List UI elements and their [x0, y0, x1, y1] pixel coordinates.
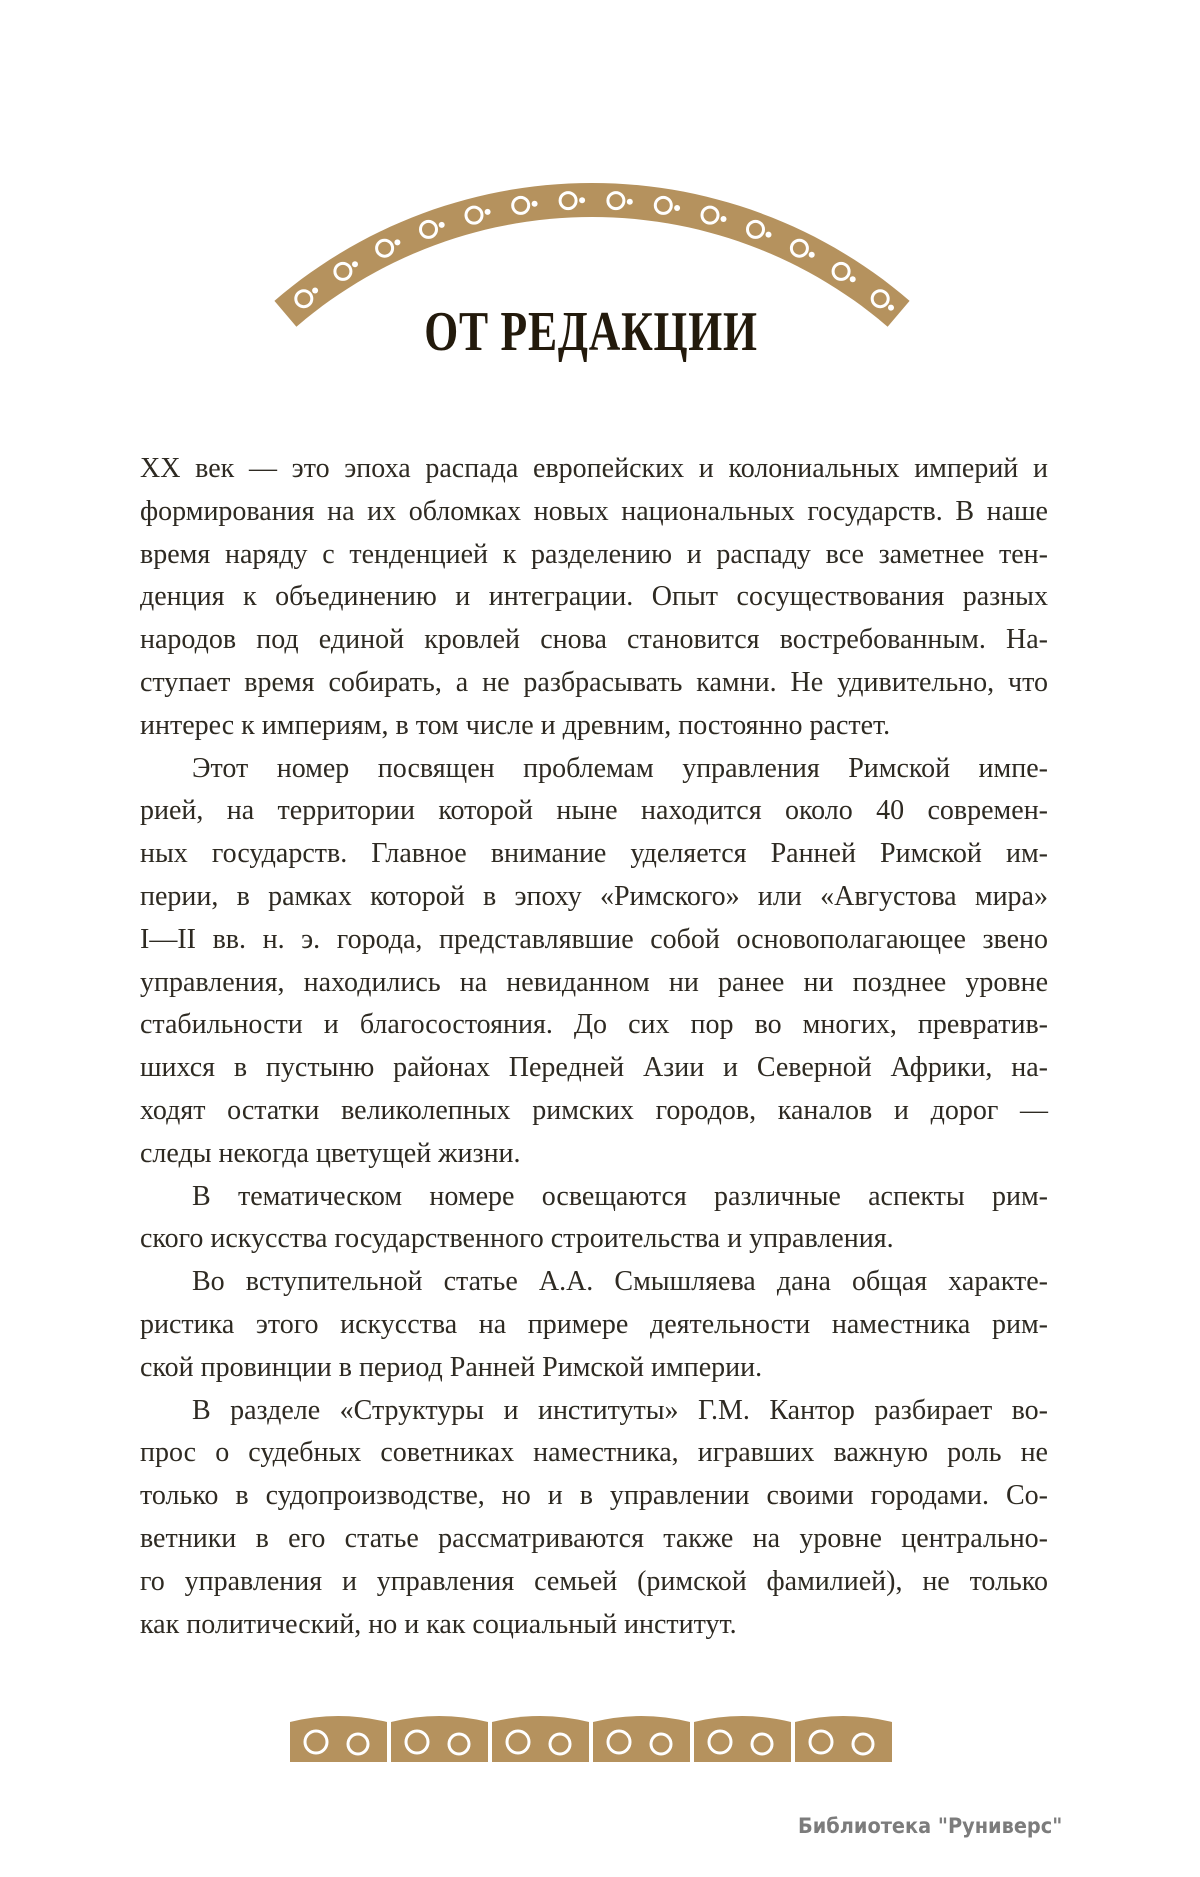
text-line: прос о судебных советниках наместника, игравших важную роль не	[140, 1437, 1048, 1469]
text-line: ходят остатки великолепных римских городов, каналов и дорог —	[140, 1094, 1048, 1126]
text-line: следы некогда цветущей жизни.	[140, 1137, 521, 1169]
scroll-dot	[627, 199, 633, 205]
article-body	[140, 448, 1048, 1646]
text-line: I—II вв. н. э. города, представлявшие собой основополагающее звено	[140, 923, 1048, 955]
text-line: ского искусства государственного строительства и управления.	[140, 1223, 894, 1255]
scroll-dot	[312, 288, 318, 294]
text-line: как политический, но и как социальный институт.	[140, 1608, 737, 1640]
scroll-dot	[439, 222, 445, 228]
text-line: перии, в рамках которой в эпоху «Римского» или «Августова мира»	[140, 880, 1048, 912]
scroll-border-ornament-icon	[288, 1714, 896, 1766]
library-watermark: Библиотека "Руниверс"	[798, 1814, 1063, 1838]
scroll-dot	[579, 197, 585, 203]
text-line: Во вступительной статье А.А. Смышляева дана общая характе-	[192, 1266, 1048, 1298]
ornament-band	[285, 200, 898, 314]
text-line: В тематическом номере освещаются различные аспекты рим-	[192, 1180, 1048, 1212]
scroll-dot	[352, 261, 358, 267]
text-line: ской провинции в период Ранней Римской империи.	[140, 1351, 763, 1383]
text-line: интерес к империям, в том числе и древним, постоянно растет.	[140, 709, 891, 741]
text-line: стабильности и благосостояния. До сих пор во многих, превратив-	[140, 1009, 1048, 1041]
text-line: ных государств. Главное внимание уделяется Ранней Римской им-	[140, 838, 1048, 870]
text-line: управления, находились на невиданном ни ранее ни позднее уровне	[140, 966, 1048, 998]
text-line: шихся в пустыню районах Передней Азии и Северной Африки, на-	[140, 1052, 1048, 1084]
text-line: ветники в его статье рассматриваются также на уровне центрально-	[140, 1522, 1048, 1554]
text-line: рией, на территории которой ныне находится около 40 современ-	[140, 795, 1048, 827]
text-line: ступает время собирать, а не разбрасывать камни. Не удивительно, что	[140, 666, 1048, 698]
scroll-dot	[674, 205, 680, 211]
scroll-dot	[766, 232, 772, 238]
scroll-dot	[485, 209, 491, 215]
text-line: время наряду с тенденцией к разделению и распаду все заметнее тен-	[140, 538, 1048, 570]
text-line: Этот номер посвящен проблемам управления Римской импе-	[192, 752, 1048, 784]
scroll-dot	[850, 276, 856, 282]
text-line: денция к объединению и интеграции. Опыт сосуществования разных	[140, 581, 1048, 613]
scroll-dot	[809, 252, 815, 258]
scroll-dot	[721, 216, 727, 222]
text-line: народов под единой кровлей снова становится востребованным. На-	[140, 624, 1048, 656]
page-title: ОТ РЕДАКЦИИ	[424, 301, 758, 363]
text-line: ристика этого искусства на примере деятельности наместника рим-	[140, 1308, 1048, 1340]
text-line: только в судопроизводстве, но и в управлении своими городами. Со-	[140, 1480, 1048, 1512]
scroll-dot	[394, 239, 400, 245]
scroll-dot	[532, 201, 538, 207]
text-line: го управления и управления семьей (римской фамилией), не только	[140, 1565, 1048, 1597]
text-line: В разделе «Структуры и институты» Г.М. Кантор разбирает во-	[192, 1394, 1048, 1426]
text-line: формирования на их обломках новых национальных государств. В наше	[140, 495, 1048, 527]
text-line: XX век — это эпоха распада европейских и колониальных империй и	[140, 453, 1048, 484]
